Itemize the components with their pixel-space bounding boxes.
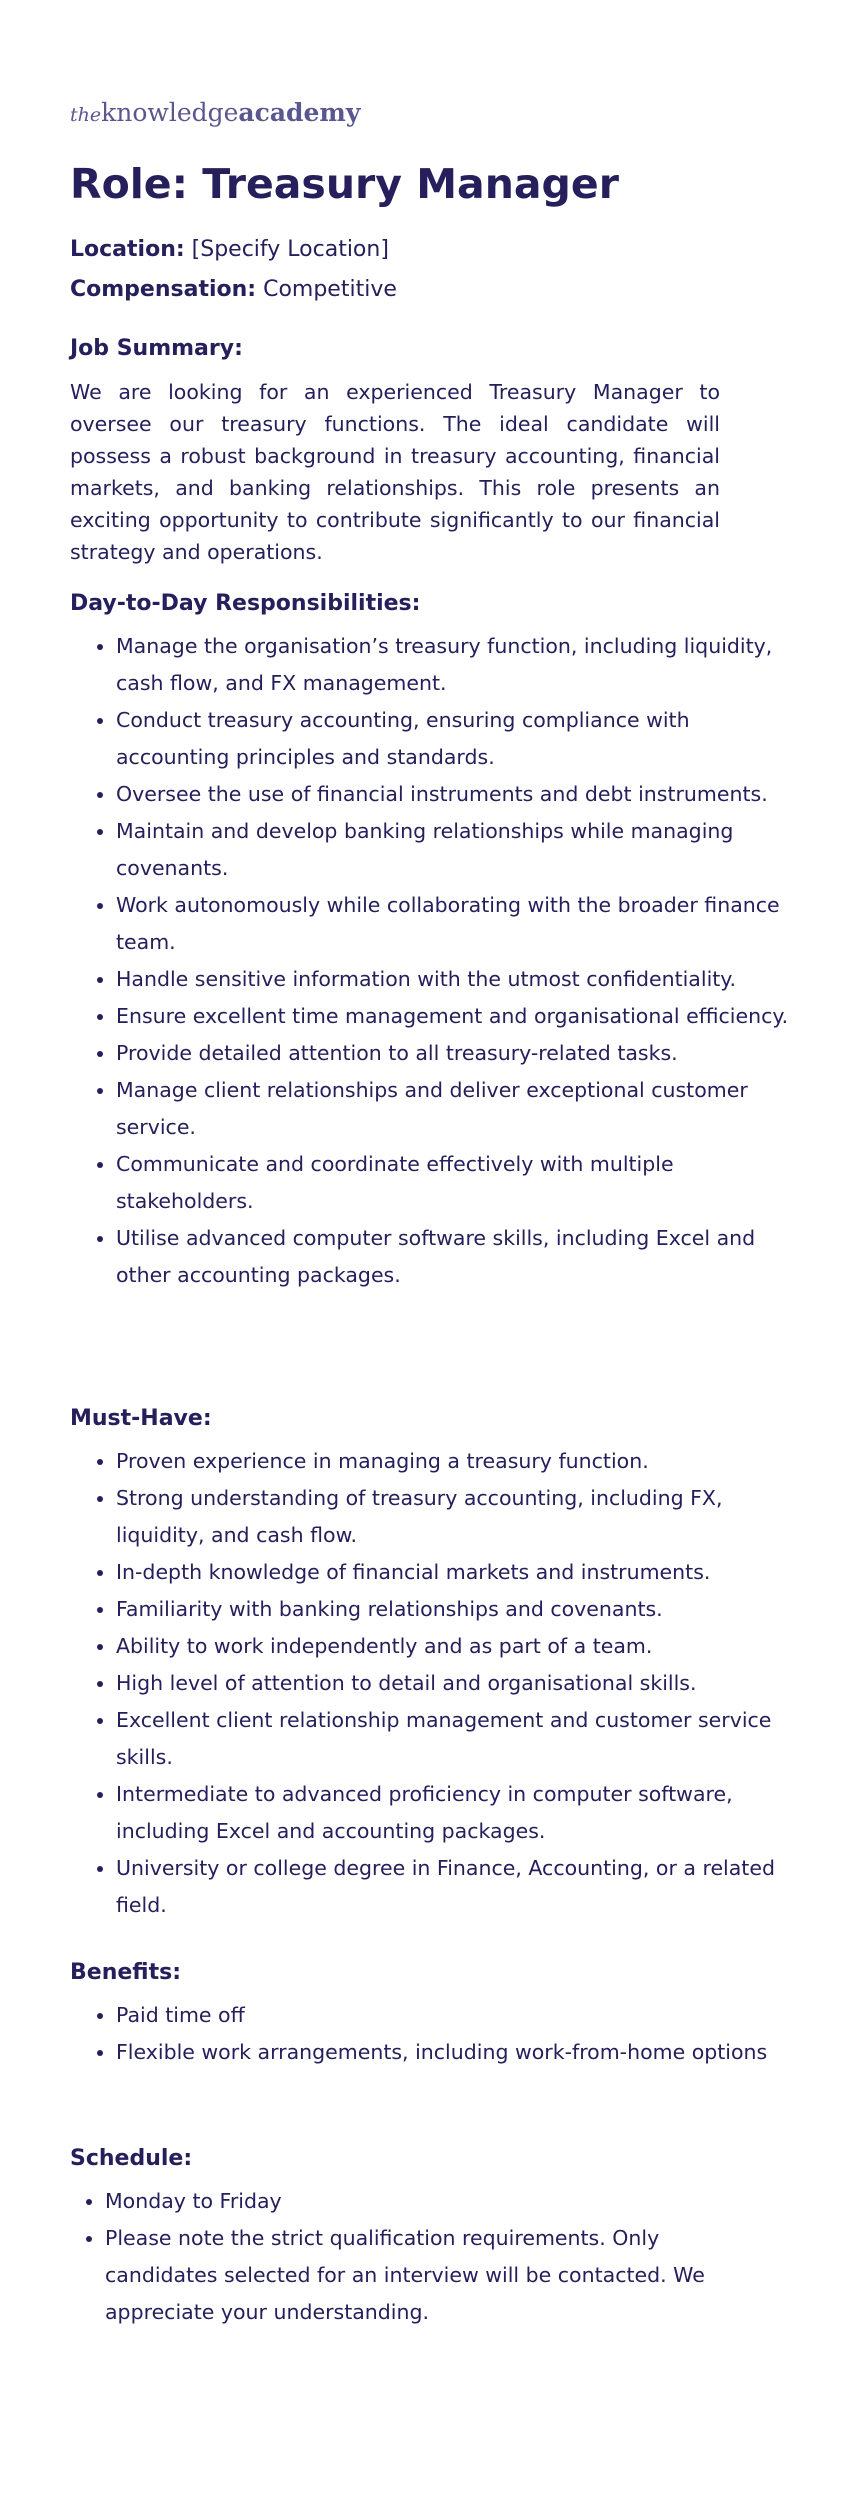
list-item: • Paid time off: [116, 1997, 796, 2034]
compensation-line: [70, 277, 397, 302]
list-item: • Ability to work independently and as part of a team.: [116, 1628, 796, 1665]
list-item: • In-depth knowledge of financial markets and instruments.: [116, 1554, 796, 1591]
brand-logo: [70, 98, 360, 127]
responsibilities-list: [70, 628, 796, 1294]
logo-knowledge: knowledge: [101, 98, 239, 127]
list-item: • Work autonomously while collaborating with the broader finance team.: [116, 887, 796, 961]
location-value: [Specify Location]: [191, 237, 389, 262]
schedule-heading: Schedule:: [70, 2146, 193, 2171]
list-item: • Oversee the use of financial instruments and debt instruments.: [116, 776, 796, 813]
list-item: • Ensure excellent time management and organisational efficiency.: [116, 998, 796, 1035]
responsibilities-heading: Day-to-Day Responsibilities:: [70, 591, 421, 616]
list-item: • Conduct treasury accounting, ensuring compliance with accounting principles and standards.: [116, 702, 796, 776]
schedule-list: [70, 2183, 745, 2331]
job-summary-heading: Job Summary:: [70, 336, 243, 361]
list-item: • Familiarity with banking relationships and covenants.: [116, 1591, 796, 1628]
list-item: • High level of attention to detail and organisational skills.: [116, 1665, 796, 1702]
list-item: • Flexible work arrangements, including work-from-home options: [116, 2034, 796, 2071]
benefits-list: [70, 1997, 796, 2071]
list-item: • Monday to Friday: [105, 2183, 745, 2220]
benefits-heading: Benefits:: [70, 1960, 181, 1985]
list-item: • Communicate and coordinate effectively with multiple stakeholders.: [116, 1146, 796, 1220]
list-item: • Excellent client relationship management and customer service skills.: [116, 1702, 796, 1776]
list-item: • Intermediate to advanced proficiency in computer software, including Excel and accounting packages.: [116, 1776, 796, 1850]
location-label: Location:: [70, 237, 185, 262]
compensation-label: Compensation:: [70, 277, 257, 302]
logo-the: the: [70, 104, 102, 126]
job-summary-text: We are looking for an experienced Treasury Manager to oversee our treasury functions. The ideal candidate will possess a robust background in treasury accounting, financial markets, and banking relationships. This role presents an exciting opportunity to contribute significantly to our financial strategy and operations.: [70, 380, 720, 564]
logo-academy: academy: [238, 98, 361, 127]
page-title: Role: Treasury Manager: [70, 160, 619, 208]
must-have-list: [70, 1443, 796, 1924]
list-item: • Provide detailed attention to all treasury-related tasks.: [116, 1035, 796, 1072]
list-item: • Utilise advanced computer software skills, including Excel and other accounting packages.: [116, 1220, 796, 1294]
must-have-heading: Must-Have:: [70, 1406, 212, 1431]
list-item: • Maintain and develop banking relationships while managing covenants.: [116, 813, 796, 887]
list-item: • Please note the strict qualification requirements. Only candidates selected for an interview will be contacted. We appreciate your understanding.: [105, 2220, 745, 2331]
list-item: • University or college degree in Finance, Accounting, or a related field.: [116, 1850, 796, 1924]
location-line: [70, 237, 389, 262]
list-item: • Manage the organisation’s treasury function, including liquidity, cash flow, and FX management.: [116, 628, 796, 702]
list-item: • Proven experience in managing a treasury function.: [116, 1443, 796, 1480]
list-item: • Manage client relationships and deliver exceptional customer service.: [116, 1072, 796, 1146]
compensation-value: Competitive: [263, 277, 397, 302]
list-item: • Strong understanding of treasury accounting, including FX, liquidity, and cash flow.: [116, 1480, 796, 1554]
list-item: • Handle sensitive information with the utmost confidentiality.: [116, 961, 796, 998]
